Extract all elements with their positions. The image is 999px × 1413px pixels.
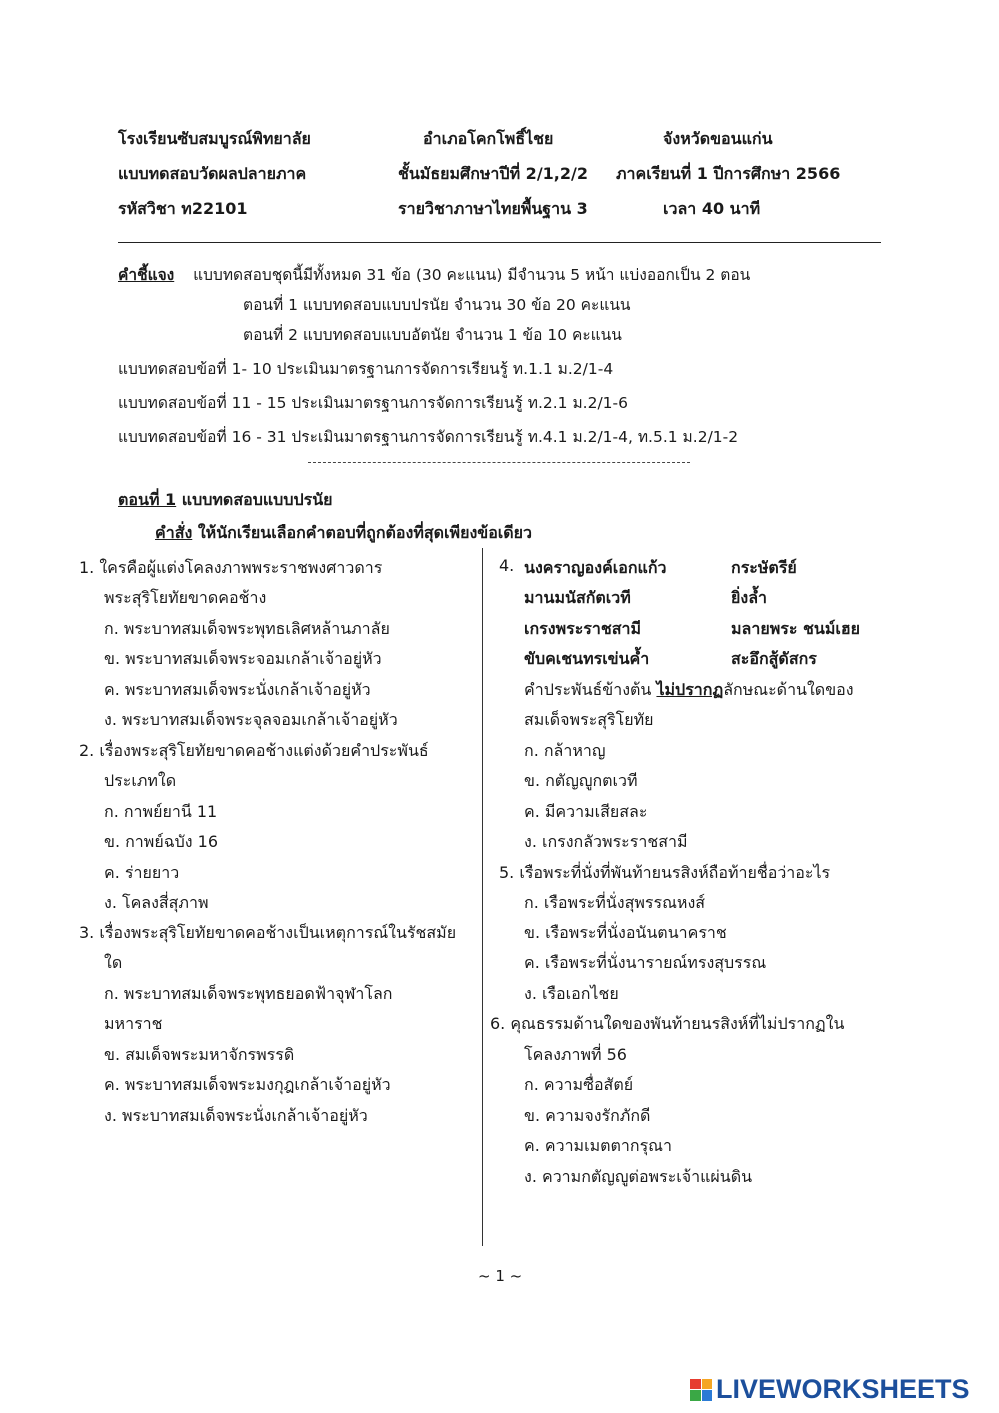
- q1-stem: 1. ใครคือผู้แต่งโคลงภาพพระราชพงศาวดาร: [79, 558, 383, 577]
- q4-poem-1b: กระษัตรีย์: [731, 558, 797, 577]
- q4-poem-1a: นงคราญองค์เอกแก้ว: [524, 558, 667, 577]
- term-year: ภาคเรียนที่ 1 ปีการศึกษา 2566: [616, 164, 841, 183]
- section1-label: ตอนที่ 1: [118, 490, 177, 509]
- course-code: รหัสวิชา ท22101: [118, 199, 248, 218]
- q3-stem-cont: ใด: [104, 953, 123, 972]
- province-name: จังหวัดขอนแก่น: [663, 129, 773, 148]
- q4-option-b[interactable]: ข. กตัญญูกตเวที: [524, 771, 638, 790]
- q6-stem-cont: โคลงภาพที่ 56: [524, 1045, 627, 1064]
- q5-option-a[interactable]: ก. เรือพระที่นั่งสุพรรณหงส์: [524, 893, 706, 912]
- q2-stem: 2. เรื่องพระสุริโยทัยขาดคอช้างแต่งด้วยคำประพันธ์: [79, 741, 429, 760]
- q2-option-b[interactable]: ข. กาพย์ฉบัง 16: [104, 832, 219, 851]
- q4-poem-4b: สะอึกสู้ดัสกร: [731, 649, 817, 668]
- q4-poem-2b: ยิ่งล้ำ: [731, 588, 767, 607]
- q4-stem-post: ลักษณะด้านใดของ: [723, 680, 854, 699]
- q3-option-c[interactable]: ค. พระบาทสมเด็จพระมงกุฎเกล้าเจ้าอยู่หัว: [104, 1075, 391, 1094]
- school-name: โรงเรียนซับสมบูรณ์พิทยาลัย: [118, 129, 311, 148]
- q4-number: 4.: [499, 556, 515, 575]
- q1-option-b[interactable]: ข. พระบาทสมเด็จพระจอมเกล้าเจ้าอยู่หัว: [104, 649, 382, 668]
- q5-option-c[interactable]: ค. เรือพระที่นั่งนารายณ์ทรงสุบรรณ: [524, 953, 767, 972]
- q1-option-c[interactable]: ค. พระบาทสมเด็จพระนั่งเกล้าเจ้าอยู่หัว: [104, 680, 371, 699]
- section1-title: แบบทดสอบแบบปรนัย: [176, 490, 333, 509]
- q6-option-b[interactable]: ข. ความจงรักภักดี: [524, 1106, 651, 1125]
- section-divider: [308, 462, 690, 463]
- q4-poem-2a: มานมนัสกัตเวที: [524, 588, 631, 607]
- q4-poem-3a: เกรงพระราชสามี: [524, 619, 642, 638]
- instructions-label: คำชี้แจง: [118, 266, 175, 284]
- q4-option-d[interactable]: ง. เกรงกลัวพระราชสามี: [524, 832, 688, 851]
- header-divider: [118, 242, 881, 243]
- part1-info: ตอนที่ 1 แบบทดสอบแบบปรนัย จำนวน 30 ข้อ 20 คะแนน: [243, 296, 631, 314]
- q4-stem-pre: คำประพันธ์ข้างต้น: [524, 680, 657, 699]
- section1-command: [155, 521, 532, 546]
- q2-option-c[interactable]: ค. ร่ายยาว: [104, 863, 180, 882]
- q6-option-c[interactable]: ค. ความเมตตากรุณา: [524, 1136, 672, 1155]
- district-name: อำเภอโคกโพธิ์ไชย: [423, 129, 554, 148]
- liveworksheets-logo[interactable]: [690, 1374, 970, 1405]
- command-text: ให้นักเรียนเลือกคำตอบที่ถูกต้องที่สุดเพียงข้อเดียว: [192, 523, 533, 542]
- q4-option-c[interactable]: ค. มีความเสียสละ: [524, 802, 648, 821]
- page-number: ~ 1 ~: [478, 1267, 523, 1285]
- q2-option-a[interactable]: ก. กาพย์ยานี 11: [104, 802, 218, 821]
- q2-option-d[interactable]: ง. โคลงสี่สุภาพ: [104, 893, 209, 912]
- q3-option-d[interactable]: ง. พระบาทสมเด็จพระนั่งเกล้าเจ้าอยู่หัว: [104, 1106, 368, 1125]
- command-label: คำสั่ง: [155, 523, 193, 542]
- test-type: แบบทดสอบวัดผลปลายภาค: [118, 164, 307, 183]
- q3-option-b[interactable]: ข. สมเด็จพระมหาจักรพรรดิ: [104, 1045, 295, 1064]
- q1-option-a[interactable]: ก. พระบาทสมเด็จพระพุทธเลิศหล้านภาลัย: [104, 619, 390, 638]
- q4-stem-cont: สมเด็จพระสุริโยทัย: [524, 710, 654, 729]
- part2-info: ตอนที่ 2 แบบทดสอบแบบอัตนัย จำนวน 1 ข้อ 10 คะแนน: [243, 326, 622, 344]
- grade-level: ชั้นมัธยมศึกษาปีที่ 2/1,2/2: [398, 164, 588, 183]
- q4-poem-3b: มลายพระ ชนม์เฮย: [731, 619, 860, 638]
- q3-option-a-cont: มหาราช: [104, 1014, 163, 1033]
- brand-name: LIVEWORKSHEETS: [716, 1374, 970, 1404]
- standard-line-2: แบบทดสอบข้อที่ 11 - 15 ประเมินมาตรฐานการจัดการเรียนรู้ ท.2.1 ม.2/1-6: [118, 394, 628, 412]
- liveworksheets-mark-icon: [690, 1379, 712, 1401]
- standard-line-1: แบบทดสอบข้อที่ 1- 10 ประเมินมาตรฐานการจัดการเรียนรู้ ท.1.1 ม.2/1-4: [118, 360, 614, 378]
- exam-time: เวลา 40 นาที: [663, 199, 761, 218]
- q2-stem-cont: ประเภทใด: [104, 771, 177, 790]
- q4-stem-emphasis: ไม่ปรากฏ: [656, 680, 724, 699]
- q4-option-a[interactable]: ก. กล้าหาญ: [524, 741, 606, 760]
- q5-option-b[interactable]: ข. เรือพระที่นั่งอนันตนาคราช: [524, 923, 727, 942]
- q3-stem: 3. เรื่องพระสุริโยทัยขาดคอช้างเป็นเหตุการณ์ในรัชสมัย: [79, 923, 457, 942]
- q1-stem-cont: พระสุริโยทัยขาดคอช้าง: [104, 588, 267, 607]
- q6-stem: 6. คุณธรรมด้านใดของพันท้ายนรสิงห์ที่ไม่ปรากฏใน: [490, 1014, 845, 1033]
- q5-option-d[interactable]: ง. เรือเอกไชย: [524, 984, 619, 1003]
- column-divider: [482, 548, 483, 1246]
- course-name: รายวิชาภาษาไทยพื้นฐาน 3: [398, 199, 588, 218]
- q5-stem: 5. เรือพระที่นั่งที่พันท้ายนรสิงห์ถือท้ายชื่อว่าอะไร: [499, 863, 831, 882]
- q6-option-a[interactable]: ก. ความซื่อสัตย์: [524, 1075, 634, 1094]
- q6-option-d[interactable]: ง. ความกตัญญูต่อพระเจ้าแผ่นดิน: [524, 1167, 753, 1186]
- q1-option-d[interactable]: ง. พระบาทสมเด็จพระจุลจอมเกล้าเจ้าอยู่หัว: [104, 710, 398, 729]
- section1-heading: [118, 488, 333, 513]
- q4-poem-4a: ขับคเชนทรเข่นค้ำ: [524, 649, 650, 668]
- standard-line-3: แบบทดสอบข้อที่ 16 - 31 ประเมินมาตรฐานการจัดการเรียนรู้ ท.4.1 ม.2/1-4, ท.5.1 ม.2/1-2: [118, 428, 739, 446]
- instructions-text: แบบทดสอบชุดนี้มีทั้งหมด 31 ข้อ (30 คะแนน) มีจำนวน 5 หน้า แบ่งออกเป็น 2 ตอน: [193, 266, 751, 284]
- instructions-line1: [118, 262, 750, 287]
- q3-option-a[interactable]: ก. พระบาทสมเด็จพระพุทธยอดฟ้าจุฬาโลก: [104, 984, 393, 1003]
- q4-stem: [524, 678, 854, 703]
